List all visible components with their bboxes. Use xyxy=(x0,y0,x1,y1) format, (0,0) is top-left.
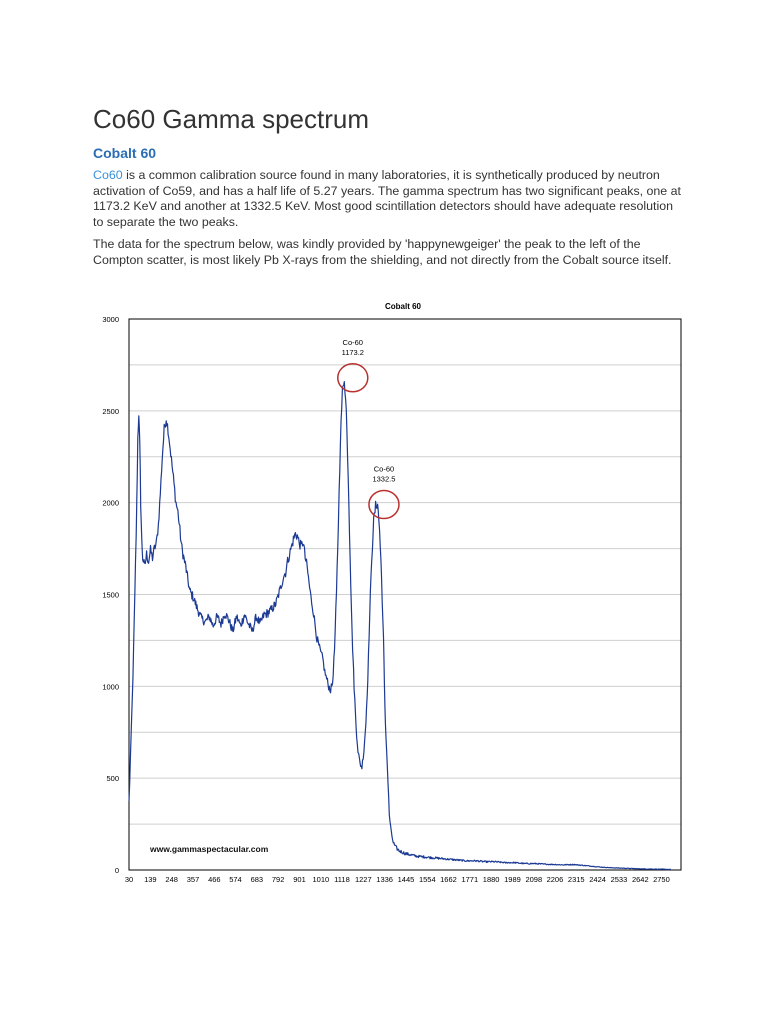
y-tick-label: 500 xyxy=(106,774,119,784)
x-tick-label: 574 xyxy=(229,875,242,884)
co60-link[interactable]: Co60 xyxy=(93,168,123,182)
x-tick-label: 466 xyxy=(208,875,221,884)
peak-energy-label: 1332.5 xyxy=(372,474,396,484)
data-source-paragraph: The data for the spectrum below, was kindly provided by 'happynewgeiger' the peak to the left of the Compton scatter, is most likely Pb X-rays from the shielding, and not directly from the Cobalt source itself. xyxy=(93,237,672,267)
section-heading: Cobalt 60 xyxy=(93,145,157,161)
x-tick-label: 683 xyxy=(250,875,264,884)
x-tick-label: 1336 xyxy=(376,875,393,884)
x-tick-label: 2206 xyxy=(546,875,564,884)
x-tick-label: 1227 xyxy=(354,875,372,884)
x-tick-label: 1880 xyxy=(482,875,500,884)
y-tick-label: 0 xyxy=(114,866,119,875)
x-tick-label: 30 xyxy=(124,875,134,884)
page-title: Co60 Gamma spectrum xyxy=(93,104,369,134)
x-tick-label: 1771 xyxy=(461,875,479,884)
peak-label: Co-60 xyxy=(342,337,363,347)
chart-title: Cobalt 60 xyxy=(384,302,422,311)
x-axis-ticks xyxy=(125,875,670,884)
x-tick-label: 792 xyxy=(271,875,285,884)
x-tick-label: 2315 xyxy=(567,875,585,884)
x-tick-label: 2424 xyxy=(589,875,606,884)
y-tick-label: 3000 xyxy=(102,315,119,324)
x-tick-label: 2533 xyxy=(610,875,628,884)
x-tick-label: 1554 xyxy=(418,875,436,884)
y-tick-label: 2500 xyxy=(102,406,119,416)
y-tick-label: 2000 xyxy=(102,498,119,508)
peak-label: Co-60 xyxy=(373,464,395,474)
x-tick-label: 357 xyxy=(186,875,200,884)
x-tick-label: 2750 xyxy=(653,875,670,884)
y-axis-ticks xyxy=(102,315,119,875)
x-tick-label: 2642 xyxy=(631,875,649,884)
x-tick-label: 2098 xyxy=(525,875,543,884)
intro-paragraph-text: is a common calibration source found in many laboratories, it is synthetically produced by neutron activation of Co59, and has a half life of 5.27 years. The gamma spectrum has two significant peaks, one at 1173.2 KeV and another at 1332.5 KeV. Most good scintillation detectors should have adequate resolution to separate the two peaks. xyxy=(93,168,681,229)
x-tick-label: 139 xyxy=(144,875,157,884)
watermark-text: www.gammaspectacular.com xyxy=(150,844,269,854)
peak-circle xyxy=(338,364,368,392)
grid-lines xyxy=(129,365,681,824)
x-tick-label: 1010 xyxy=(312,875,330,884)
x-tick-label: 1662 xyxy=(440,875,457,884)
spectrum-line xyxy=(129,382,671,870)
peak-energy-label: 1173.2 xyxy=(341,347,364,357)
x-tick-label: 901 xyxy=(293,875,306,884)
y-tick-label: 1000 xyxy=(102,682,119,692)
peak-circle xyxy=(369,491,399,519)
x-tick-label: 1118 xyxy=(334,875,350,884)
y-tick-label: 1500 xyxy=(102,590,119,600)
x-tick-label: 248 xyxy=(165,875,178,884)
x-tick-label: 1445 xyxy=(397,875,415,884)
x-tick-label: 1989 xyxy=(504,875,521,884)
